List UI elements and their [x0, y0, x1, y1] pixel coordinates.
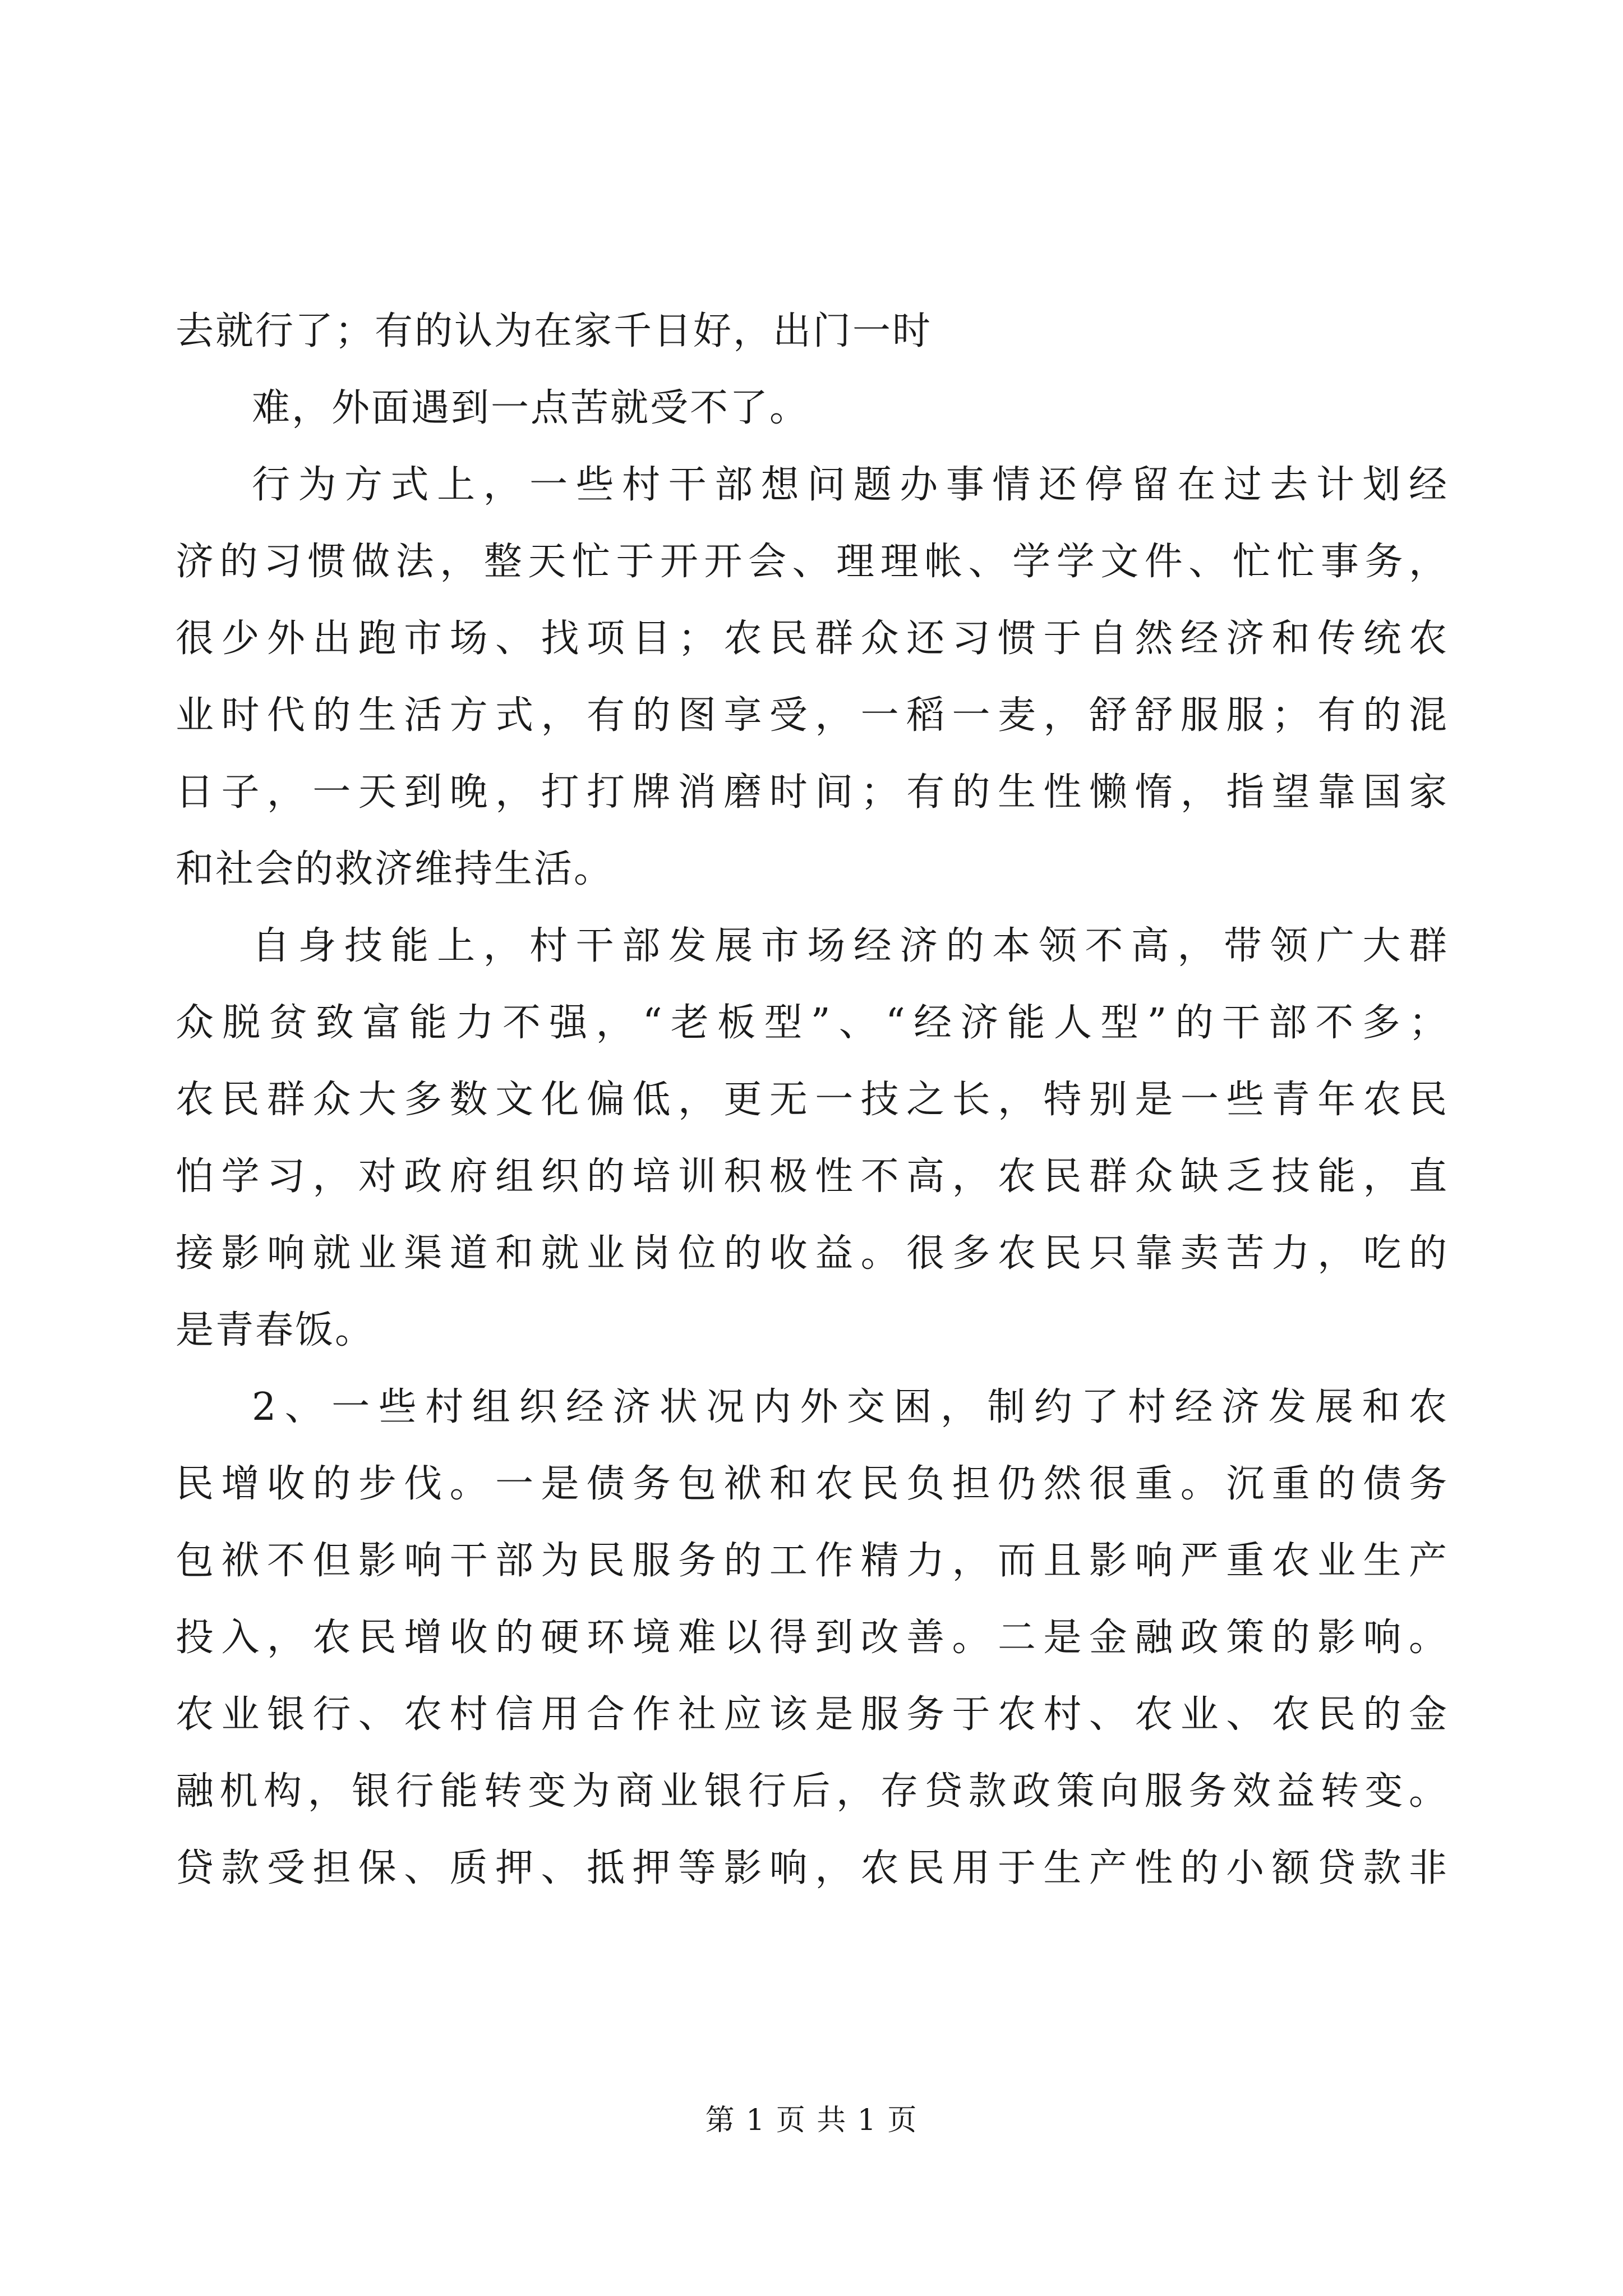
text-line: 包袱不但影响干部为民服务的工作精力，而且影响严重农业生产 [176, 1539, 1449, 1583]
text-line: 自身技能上，村干部发展市场经济的本领不高，带领广大群 [252, 924, 1449, 968]
text-line: 难，外面遇到一点苦就受不了。 [252, 386, 810, 430]
document-body [176, 293, 1449, 1907]
text-line: 日子，一天到晚，打打牌消磨时间；有的生性懒惰，指望靠国家 [176, 770, 1449, 815]
text-line: 怕学习，对政府组织的培训积极性不高，农民群众缺乏技能，直 [176, 1154, 1449, 1199]
text-line: 农业银行、农村信用合作社应该是服务于农村、农业、农民的金 [176, 1692, 1449, 1737]
page-footer: 第 1 页 共 1 页 [705, 2104, 918, 2137]
text-line: 是青春饭。 [176, 1308, 375, 1352]
text-line: 济的习惯做法，整天忙于开开会、理理帐、学学文件、忙忙事务， [176, 540, 1449, 584]
text-line: 民增收的步伐。一是债务包袱和农民负担仍然很重。沉重的债务 [176, 1462, 1449, 1506]
text-line: 去就行了；有的认为在家千日好，出门一时 [176, 309, 933, 353]
text-line: 行为方式上，一些村干部想问题办事情还停留在过去计划经 [252, 463, 1449, 507]
text-line: 业时代的生活方式，有的图享受，一稻一麦，舒舒服服；有的混 [176, 693, 1449, 738]
text-line: 很少外出跑市场、找项目；农民群众还习惯于自然经济和传统农 [176, 616, 1449, 661]
text-line: 接影响就业渠道和就业岗位的收益。很多农民只靠卖苦力，吃的 [176, 1231, 1449, 1276]
text-line: 众脱贫致富能力不强，“老板型”、“经济能人型”的干部不多； [176, 1001, 1449, 1045]
text-line: 和社会的救济维持生活。 [176, 847, 614, 891]
text-line: 2、一些村组织经济状况内外交困，制约了村经济发展和农 [252, 1385, 1449, 1429]
text-line: 农民群众大多数文化偏低，更无一技之长，特别是一些青年农民 [176, 1078, 1449, 1122]
text-line: 融机构，银行能转变为商业银行后，存贷款政策向服务效益转变。 [176, 1769, 1449, 1814]
text-line: 投入，农民增收的硬环境难以得到改善。二是金融政策的影响。 [176, 1616, 1449, 1660]
text-line: 贷款受担保、质押、抵押等影响，农民用于生产性的小额贷款非 [176, 1846, 1449, 1890]
